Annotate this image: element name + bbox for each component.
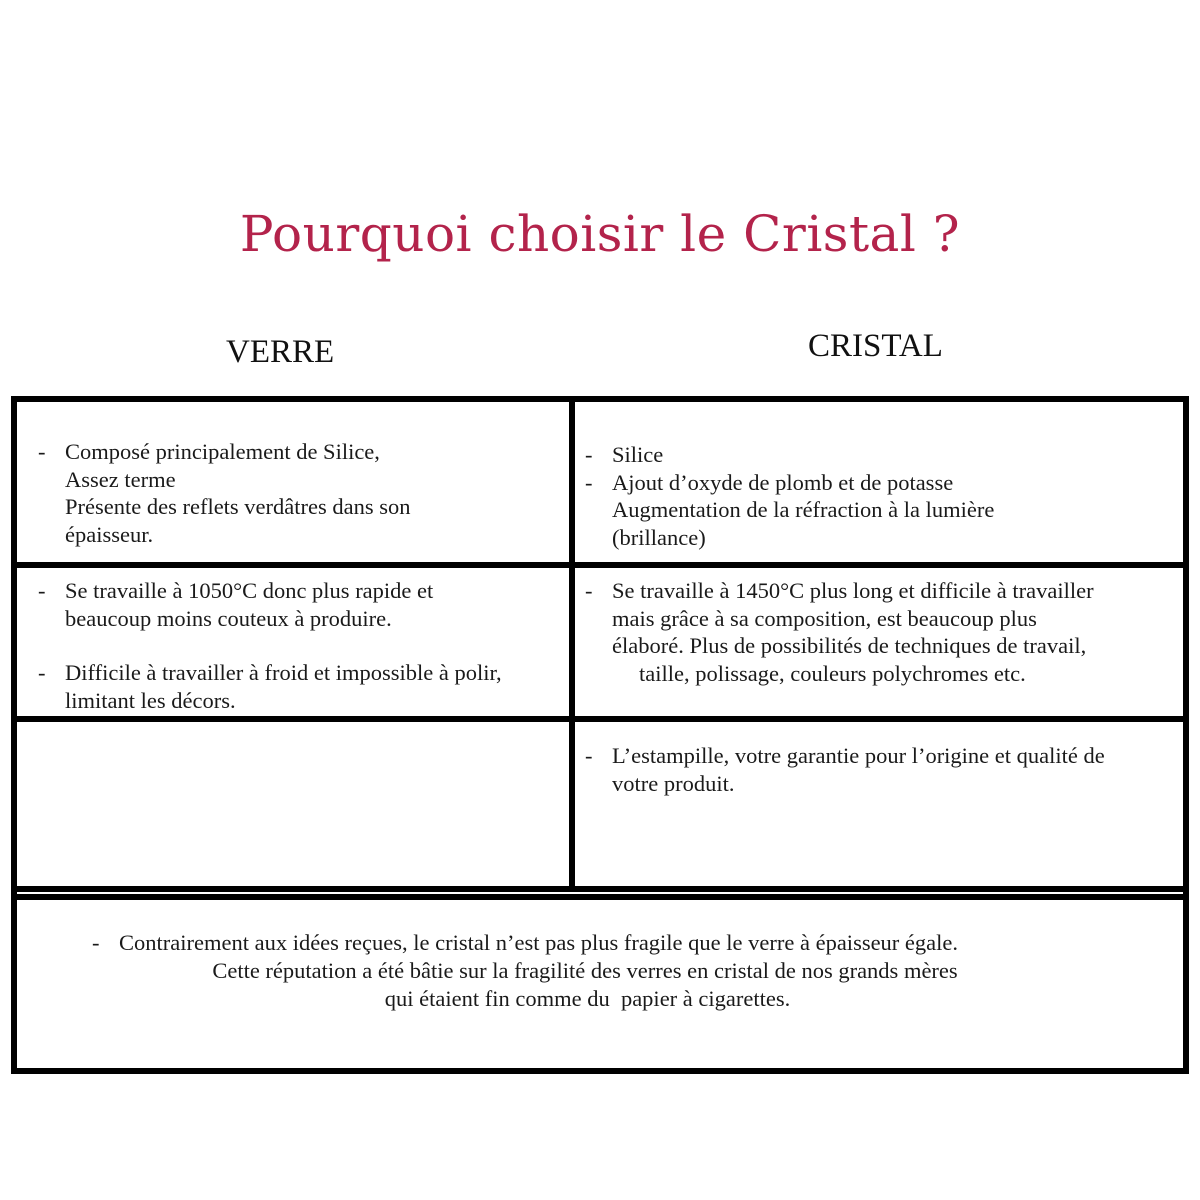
cell-verre-row2 (38, 577, 502, 714)
text-line: Difficile à travailler à froid et impossible à polir, (65, 660, 502, 685)
footer-line-2: Cette réputation a été bâtie sur la fragilité des verres en cristal de nos grands mères (212, 958, 958, 983)
column-header-cristal: CRISTAL (808, 328, 943, 364)
bullet-dash: - (38, 439, 46, 464)
bullet-dash: - (92, 930, 100, 955)
text-line: Silice (612, 442, 664, 467)
list-item (38, 577, 502, 632)
row-divider (11, 886, 1189, 892)
text-line: taille, polissage, couleurs polychromes etc. (639, 660, 1026, 686)
list-item (38, 438, 411, 548)
text-line: mais grâce à sa composition, est beaucoup plus (612, 605, 1037, 631)
list-item (38, 659, 502, 714)
text-line: (brillance) (612, 524, 706, 550)
cell-cristal-row1 (585, 441, 994, 551)
bullet-dash: - (38, 660, 46, 685)
text-line: limitant les décors. (65, 687, 236, 713)
row-divider (11, 894, 1189, 900)
bullet-dash: - (38, 578, 46, 603)
text-line: votre produit. (612, 770, 735, 796)
column-divider (569, 398, 575, 892)
bullet-dash: - (585, 442, 593, 467)
text-line: Assez terme (65, 466, 176, 492)
text-line: L’estampille, votre garantie pour l’origine et qualité de (612, 743, 1105, 768)
page-title: Pourquoi choisir le Cristal ? (239, 205, 961, 263)
list-item (585, 441, 994, 469)
footer-line-3: qui étaient fin comme du papier à cigarettes. (384, 986, 791, 1011)
row-divider (11, 716, 1189, 722)
text-line: Se travaille à 1050°C donc plus rapide et (65, 578, 434, 603)
list-item (585, 469, 994, 552)
text-line: beaucoup moins couteux à produire. (65, 605, 392, 631)
cell-cristal-row2 (585, 577, 1094, 687)
text-line: Se travaille à 1450°C plus long et difficile à travailler (612, 578, 1094, 603)
cell-verre-row1 (38, 438, 411, 548)
text-line: Présente des reflets verdâtres dans son (65, 494, 411, 519)
footer-line-1: Contrairement aux idées reçues, le cristal n’est pas plus fragile que le verre à épaisseur égale. (119, 930, 959, 955)
list-item (585, 577, 1094, 687)
column-header-verre: VERRE (226, 334, 335, 370)
bullet-dash: - (585, 578, 593, 603)
cell-cristal-row3 (585, 742, 1105, 797)
text-line: élaboré. Plus de possibilités de techniques de travail, (612, 633, 1087, 658)
bullet-dash: - (585, 469, 593, 495)
text-line: Composé principalement de Silice, (65, 439, 380, 464)
row-divider (11, 562, 1189, 568)
bullet-dash: - (585, 743, 593, 768)
text-line: Ajout d’oxyde de plomb et de potasse (612, 469, 954, 495)
text-line: Augmentation de la réfraction à la lumière (612, 497, 995, 522)
list-item (585, 742, 1105, 797)
text-line: épaisseur. (65, 521, 154, 547)
